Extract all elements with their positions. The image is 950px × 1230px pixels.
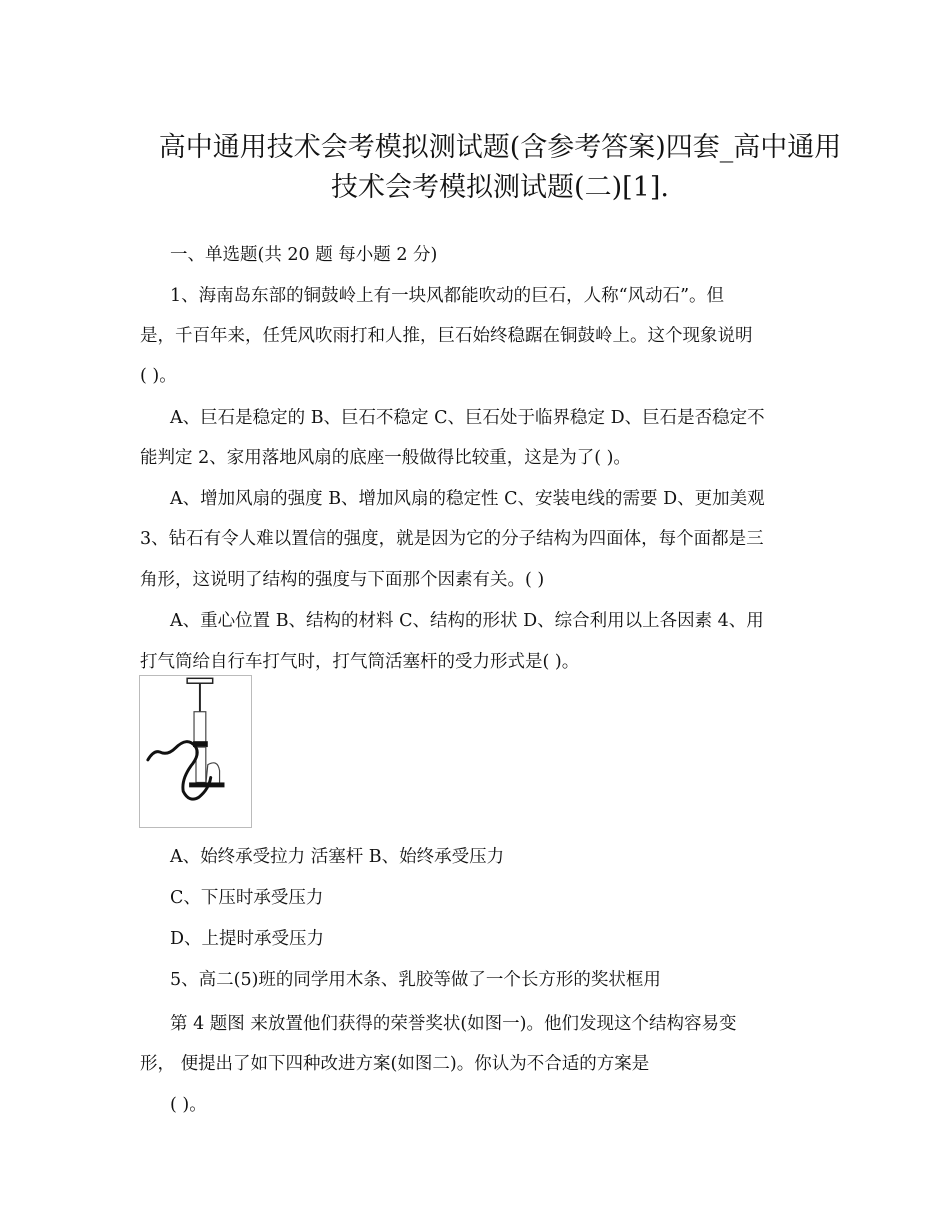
question-2-options: A、增加风扇的强度 B、增加风扇的稳定性 C、安装电线的需要 D、更加美观 [170,489,765,509]
question-5-line-4: ( )。 [170,1095,207,1115]
title-line-1: 高中通用技术会考模拟测试题(含参考答案)四套_高中通用 [158,132,842,163]
question-1-options: A、巨石是稳定的 B、巨石不稳定 C、巨石处于临界稳定 D、巨石是否稳定不 [170,408,765,428]
question-1-line-3: ( )。 [140,366,177,386]
bicycle-pump-icon [140,676,251,827]
question-3-line-1: 3、钻石有令人难以置信的强度，就是因为它的分子结构为四面体，每个面都是三 [140,529,764,549]
question-1-line-2: 是，千百年来，任凭风吹雨打和人推，巨石始终稳踞在铜鼓岭上。这个现象说明 [140,326,753,346]
bicycle-pump-figure [139,675,252,828]
question-4-option-c: C、下压时承受压力 [170,888,324,908]
question-1-line-1: 1、海南岛东部的铜鼓岭上有一块风都能吹动的巨石，人称“风动石”。但 [170,286,725,306]
question-5-line-3: 形， 便提出了如下四种改进方案(如图二)。你认为不合适的方案是 [140,1054,650,1074]
question-5-line-1: 5、高二(5)班的同学用木条、乳胶等做了一个长方形的奖状框用 [170,970,661,990]
question-3-options: A、重心位置 B、结构的材料 C、结构的形状 D、综合利用以上各因素 4、用 [170,611,764,631]
question-4-line: 打气筒给自行车打气时，打气筒活塞杆的受力形式是( )。 [140,652,580,672]
question-4-option-a-b: A、始终承受拉力 活塞杆 B、始终承受压力 [170,847,505,867]
question-5-line-2: 第 4 题图 来放置他们获得的荣誉奖状(如图一)。他们发现这个结构容易变 [170,1014,737,1034]
title-line-2: 技术会考模拟测试题(二)[1]. [331,172,669,203]
document-title [100,128,900,208]
section-heading: 一、单选题(共 20 题 每小题 2 分) [170,245,438,265]
question-2-line: 能判定 2、家用落地风扇的底座一般做得比较重，这是为了( )。 [140,448,631,468]
question-3-line-2: 角形，这说明了结构的强度与下面那个因素有关。( ) [140,570,545,590]
question-4-option-d: D、上提时承受压力 [170,929,325,949]
